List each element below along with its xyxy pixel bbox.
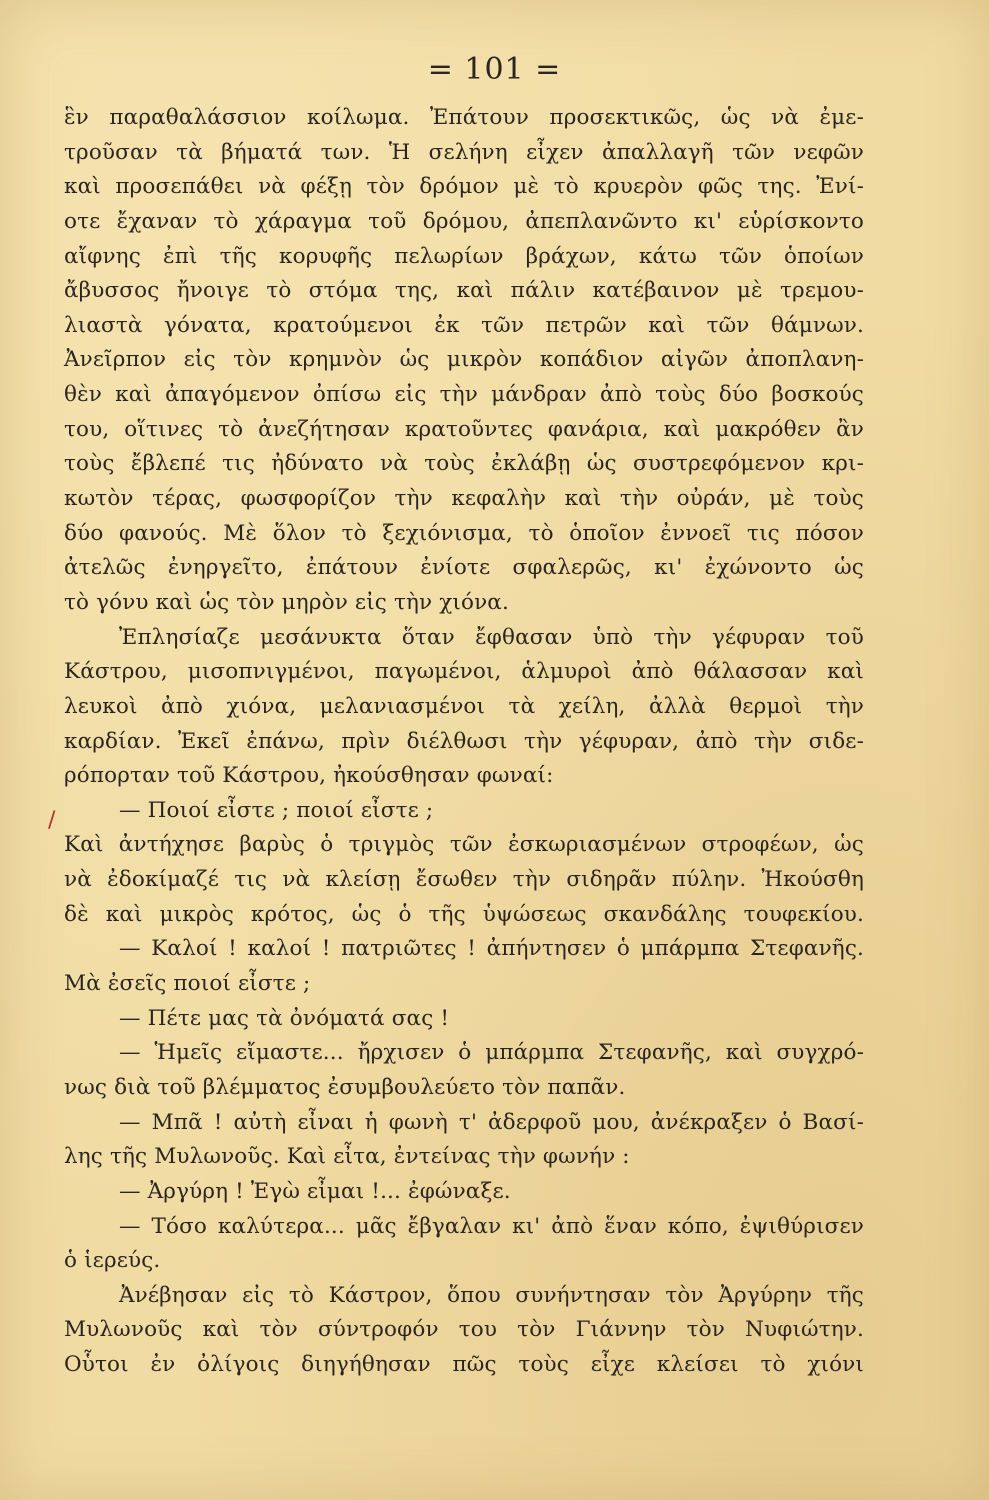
text-line: αἴφνης ἐπὶ τῆς κορυφῆς πελωρίων βράχων, κάτω τῶν ὁποίων	[64, 243, 864, 269]
page-number: = 101 =	[427, 52, 562, 87]
text-line: Ἀνέβησαν εἰς τὸ Κάστρον, ὅπου συνήντησαν τὸν Ἀργύρην τῆς	[119, 1282, 864, 1308]
text-line: Κάστρου, μισοπνιγμένοι, παγωμένοι, ἁλμυροὶ ἀπὸ θάλασσαν καὶ	[64, 659, 864, 685]
text-line: νως διὰ τοῦ βλέμματος ἐσυμβουλεύετο τὸν παπᾶν.	[64, 1074, 626, 1100]
text-line: καρδίαν. Ἐκεῖ ἐπάνω, πρὶν διέλθωσι τὴν γέφυραν, ἀπὸ τὴν σιδε-	[64, 728, 864, 754]
text-line: θὲν καὶ ἀπαγόμενον ὀπίσω εἰς τὴν μάνδραν ἀπὸ τοὺς δύο βοσκούς	[64, 382, 864, 408]
text-line: Καὶ ἀντήχησε βαρὺς ὁ τριγμὸς τῶν ἐσκωριασμένων στροφέων, ὡς	[64, 832, 864, 858]
text-line: Οὗτοι ἐν ὀλίγοις διηγήθησαν πῶς τοὺς εἶχε κλείσει τὸ χιόνι	[64, 1352, 864, 1378]
text-line: — Μπᾶ ! αὐτὴ εἶναι ἡ φωνὴ τ' ἀδερφοῦ μου, ἀνέκραξεν ὁ Βασί-	[119, 1109, 864, 1135]
text-line: τροῦσαν τὰ βήματά των. Ἡ σελήνη εἶχεν ἀπαλλαγῆ τῶν νεφῶν	[64, 139, 864, 165]
text-line: δύο φανούς. Μὲ ὅλον τὸ ξεχιόνισμα, τὸ ὁποῖον ἐννοεῖ τις πόσον	[64, 520, 864, 546]
text-line: δὲ καὶ μικρὸς κρότος, ὡς ὁ τῆς ὑψώσεως σκανδάλης τουφεκίου.	[64, 901, 864, 927]
text-line: νὰ ἐδοκίμαζέ τις νὰ κλείσῃ ἔσωθεν τὴν σιδηρᾶν πύλην. Ἠκούσθη	[64, 867, 864, 893]
text-line: Ἀνεῖρπον εἰς τὸν κρημνὸν ὡς μικρὸν κοπάδιον αἰγῶν ἀποπλανη-	[64, 347, 864, 373]
text-line: λης τῆς Μυλωνοῦς. Καὶ εἶτα, ἐντείνας τὴν φωνήν :	[64, 1144, 630, 1170]
text-line: κωτὸν τέρας, φωσφορίζον τὴν κεφαλὴν καὶ τὴν οὐράν, μὲ τοὺς	[64, 486, 864, 512]
text-line: — Πέτε μας τὰ ὀνόματά σας !	[119, 1005, 450, 1031]
text-block	[64, 101, 864, 1383]
text-line: Ἐπλησίαζε μεσάνυκτα ὅταν ἔφθασαν ὑπὸ τὴν γέφυραν τοῦ	[119, 624, 864, 650]
text-line: — Ἡμεῖς εἴμαστε... ἤρχισεν ὁ μπάρμπα Στεφανῆς, καὶ συγχρό-	[119, 1040, 864, 1066]
text-line: λιαστὰ γόνατα, κρατούμενοι ἐκ τῶν πετρῶν καὶ τῶν θάμνων.	[64, 312, 864, 338]
text-line: ἓν παραθαλάσσιον κοίλωμα. Ἐπάτουν προσεκτικῶς, ὡς νὰ ἐμε-	[64, 105, 864, 130]
text-line: Μὰ ἐσεῖς ποιοί εἶστε ;	[64, 971, 311, 997]
text-line: λευκοὶ ἀπὸ χιόνα, μελανιασμένοι τὰ χείλη, ἀλλὰ θερμοὶ τὴν	[64, 693, 864, 719]
margin-mark: /	[48, 808, 56, 833]
text-line: — Ποιοί εἶστε ; ποιοί εἶστε ;	[119, 797, 434, 823]
text-line: ἀτελῶς ἐνηργεῖτο, ἐπάτουν ἐνίοτε σφαλερῶς, κι' ἐχώνοντο ὡς	[64, 555, 864, 581]
text-line: — Καλοί ! καλοί ! πατριῶτες ! ἀπήντησεν ὁ μπάρμπα Στεφανῆς.	[119, 936, 864, 962]
text-line: — Τόσο καλύτερα... μᾶς ἔβγαλαν κι' ἀπὸ ἕναν κόπο, ἐψιθύρισεν	[119, 1213, 864, 1239]
text-line: τοὺς ἔβλεπέ τις ἠδύνατο νὰ τοὺς ἐκλάβῃ ὡς συστρεφόμενον κρι-	[64, 451, 864, 477]
text-line: τὸ γόνυ καὶ ὡς τὸν μηρὸν εἰς τὴν χιόνα.	[64, 589, 509, 615]
text-line: ὁ ἱερεύς.	[64, 1248, 161, 1274]
text-line: του, οἵτινες τὸ ἀνεζήτησαν κρατοῦντες φανάρια, καὶ μακρόθεν ἂν	[64, 416, 864, 442]
text-line: ρόπορταν τοῦ Κάστρου, ἠκούσθησαν φωναί:	[64, 763, 554, 789]
text-line: οτε ἔχαναν τὸ χάραγμα τοῦ δρόμου, ἀπεπλανῶντο κι' εὑρίσκοντο	[64, 208, 864, 234]
text-line: ἄβυσσος ἤνοιγε τὸ στόμα της, καὶ πάλιν κατέβαινον μὲ τρεμου-	[64, 278, 864, 304]
text-line: Μυλωνοῦς καὶ τὸν σύντροφόν του τὸν Γιάννην τὸν Νυφιώτην.	[64, 1317, 864, 1343]
text-line: καὶ προσεπάθει νὰ φέξῃ τὸν δρόμον μὲ τὸ κρυερὸν φῶς της. Ἐνί-	[64, 174, 864, 200]
text-line: — Ἀργύρη ! Ἐγὼ εἶμαι !... ἐφώναξε.	[119, 1178, 511, 1204]
